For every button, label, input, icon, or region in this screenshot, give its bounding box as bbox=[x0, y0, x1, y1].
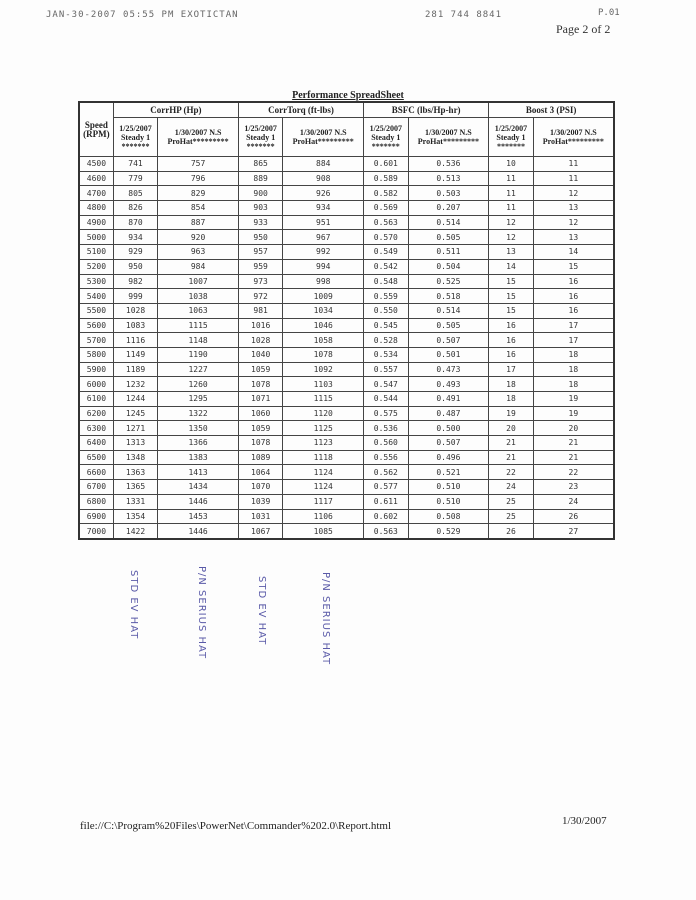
rpm-cell: 5600 bbox=[79, 318, 113, 333]
value-cell: 1009 bbox=[283, 289, 364, 304]
value-cell: 19 bbox=[533, 392, 614, 407]
value-cell: 826 bbox=[113, 201, 157, 216]
performance-table bbox=[78, 101, 615, 540]
value-cell: 0.493 bbox=[408, 377, 489, 392]
value-cell: 0.570 bbox=[364, 230, 408, 245]
value-cell: 1232 bbox=[113, 377, 157, 392]
value-cell: 16 bbox=[533, 274, 614, 289]
table-row bbox=[79, 318, 614, 333]
table-row bbox=[79, 480, 614, 495]
table-row bbox=[79, 494, 614, 509]
table-row bbox=[79, 157, 614, 172]
value-cell: 757 bbox=[158, 157, 239, 172]
value-cell: 0.514 bbox=[408, 215, 489, 230]
rpm-cell: 4800 bbox=[79, 201, 113, 216]
value-cell: 16 bbox=[489, 318, 533, 333]
value-cell: 741 bbox=[113, 157, 157, 172]
value-cell: 22 bbox=[489, 465, 533, 480]
value-cell: 0.544 bbox=[364, 392, 408, 407]
table-row bbox=[79, 362, 614, 377]
value-cell: 1313 bbox=[113, 436, 157, 451]
rpm-cell: 6800 bbox=[79, 494, 113, 509]
value-cell: 0.563 bbox=[364, 215, 408, 230]
value-cell: 796 bbox=[158, 171, 239, 186]
value-cell: 934 bbox=[283, 201, 364, 216]
value-cell: 0.510 bbox=[408, 480, 489, 495]
value-cell: 20 bbox=[533, 421, 614, 436]
table-row bbox=[79, 436, 614, 451]
value-cell: 900 bbox=[238, 186, 282, 201]
value-cell: 0.548 bbox=[364, 274, 408, 289]
table-body bbox=[79, 157, 614, 539]
value-cell: 1103 bbox=[283, 377, 364, 392]
value-cell: 999 bbox=[113, 289, 157, 304]
value-cell: 1331 bbox=[113, 494, 157, 509]
value-cell: 805 bbox=[113, 186, 157, 201]
table-row bbox=[79, 377, 614, 392]
rpm-cell: 6200 bbox=[79, 406, 113, 421]
value-cell: 1034 bbox=[283, 303, 364, 318]
table-row bbox=[79, 465, 614, 480]
value-cell: 0.510 bbox=[408, 494, 489, 509]
rpm-cell: 6500 bbox=[79, 450, 113, 465]
sub-header-steady: 1/25/2007 Steady 1 ******* bbox=[364, 118, 408, 157]
value-cell: 903 bbox=[238, 201, 282, 216]
value-cell: 959 bbox=[238, 259, 282, 274]
value-cell: 0.529 bbox=[408, 524, 489, 539]
footer-file-path: file://C:\Program%20Files\PowerNet\Commander%202.0\Report.html bbox=[80, 820, 392, 832]
value-cell: 12 bbox=[489, 215, 533, 230]
value-cell: 11 bbox=[533, 171, 614, 186]
value-cell: 15 bbox=[489, 274, 533, 289]
value-cell: 24 bbox=[489, 480, 533, 495]
value-cell: 26 bbox=[533, 509, 614, 524]
rpm-cell: 5500 bbox=[79, 303, 113, 318]
value-cell: 21 bbox=[489, 436, 533, 451]
value-cell: 972 bbox=[238, 289, 282, 304]
value-cell: 0.575 bbox=[364, 406, 408, 421]
sub-header-prohat: 1/30/2007 N.S ProHat********* bbox=[408, 118, 489, 157]
value-cell: 865 bbox=[238, 157, 282, 172]
table-row bbox=[79, 230, 614, 245]
value-cell: 1366 bbox=[158, 436, 239, 451]
value-cell: 950 bbox=[238, 230, 282, 245]
value-cell: 1363 bbox=[113, 465, 157, 480]
value-cell: 11 bbox=[489, 171, 533, 186]
value-cell: 929 bbox=[113, 245, 157, 260]
value-cell: 998 bbox=[283, 274, 364, 289]
value-cell: 973 bbox=[238, 274, 282, 289]
table-row bbox=[79, 333, 614, 348]
table-row bbox=[79, 201, 614, 216]
value-cell: 0.611 bbox=[364, 494, 408, 509]
value-cell: 1083 bbox=[113, 318, 157, 333]
value-cell: 1124 bbox=[283, 465, 364, 480]
value-cell: 1078 bbox=[283, 347, 364, 362]
value-cell: 982 bbox=[113, 274, 157, 289]
value-cell: 11 bbox=[489, 186, 533, 201]
value-cell: 0.487 bbox=[408, 406, 489, 421]
value-cell: 0.507 bbox=[408, 333, 489, 348]
value-cell: 1058 bbox=[283, 333, 364, 348]
value-cell: 994 bbox=[283, 259, 364, 274]
sub-header-prohat: 1/30/2007 N.S ProHat********* bbox=[533, 118, 614, 157]
value-cell: 1040 bbox=[238, 347, 282, 362]
value-cell: 1123 bbox=[283, 436, 364, 451]
value-cell: 0.589 bbox=[364, 171, 408, 186]
value-cell: 1016 bbox=[238, 318, 282, 333]
value-cell: 21 bbox=[533, 436, 614, 451]
value-cell: 1116 bbox=[113, 333, 157, 348]
value-cell: 1124 bbox=[283, 480, 364, 495]
value-cell: 20 bbox=[489, 421, 533, 436]
value-cell: 1115 bbox=[158, 318, 239, 333]
value-cell: 1078 bbox=[238, 377, 282, 392]
group-header-corrtorq: CorrTorq (ft-lbs) bbox=[238, 102, 363, 118]
group-header-boost: Boost 3 (PSI) bbox=[489, 102, 614, 118]
value-cell: 0.501 bbox=[408, 347, 489, 362]
rpm-cell: 4600 bbox=[79, 171, 113, 186]
value-cell: 0.560 bbox=[364, 436, 408, 451]
value-cell: 0.557 bbox=[364, 362, 408, 377]
value-cell: 1422 bbox=[113, 524, 157, 539]
rpm-cell: 5100 bbox=[79, 245, 113, 260]
value-cell: 0.507 bbox=[408, 436, 489, 451]
value-cell: 1149 bbox=[113, 347, 157, 362]
value-cell: 1060 bbox=[238, 406, 282, 421]
value-cell: 0.556 bbox=[364, 450, 408, 465]
value-cell: 1365 bbox=[113, 480, 157, 495]
value-cell: 1190 bbox=[158, 347, 239, 362]
value-cell: 1350 bbox=[158, 421, 239, 436]
value-cell: 16 bbox=[489, 333, 533, 348]
value-cell: 1244 bbox=[113, 392, 157, 407]
table-row bbox=[79, 303, 614, 318]
table-row bbox=[79, 274, 614, 289]
value-cell: 14 bbox=[533, 245, 614, 260]
value-cell: 0.513 bbox=[408, 171, 489, 186]
value-cell: 967 bbox=[283, 230, 364, 245]
value-cell: 1070 bbox=[238, 480, 282, 495]
value-cell: 908 bbox=[283, 171, 364, 186]
value-cell: 25 bbox=[489, 494, 533, 509]
value-cell: 1446 bbox=[158, 494, 239, 509]
value-cell: 0.562 bbox=[364, 465, 408, 480]
value-cell: 1089 bbox=[238, 450, 282, 465]
sub-header-steady: 1/25/2007 Steady 1 ******* bbox=[238, 118, 282, 157]
value-cell: 1059 bbox=[238, 421, 282, 436]
value-cell: 920 bbox=[158, 230, 239, 245]
value-cell: 934 bbox=[113, 230, 157, 245]
value-cell: 0.545 bbox=[364, 318, 408, 333]
rpm-cell: 4500 bbox=[79, 157, 113, 172]
value-cell: 854 bbox=[158, 201, 239, 216]
fax-page-code: P.01 bbox=[598, 8, 620, 18]
value-cell: 1063 bbox=[158, 303, 239, 318]
value-cell: 1189 bbox=[113, 362, 157, 377]
value-cell: 0.505 bbox=[408, 318, 489, 333]
value-cell: 22 bbox=[533, 465, 614, 480]
value-cell: 1085 bbox=[283, 524, 364, 539]
table-row bbox=[79, 289, 614, 304]
table-row bbox=[79, 215, 614, 230]
rpm-cell: 4700 bbox=[79, 186, 113, 201]
handwritten-note: STD EV HAT bbox=[256, 576, 267, 646]
sub-header-prohat: 1/30/2007 N.S ProHat********* bbox=[158, 118, 239, 157]
group-header-corrhp: CorrHP (Hp) bbox=[113, 102, 238, 118]
sub-header-prohat: 1/30/2007 N.S ProHat********* bbox=[283, 118, 364, 157]
value-cell: 1148 bbox=[158, 333, 239, 348]
table-row bbox=[79, 450, 614, 465]
value-cell: 1067 bbox=[238, 524, 282, 539]
value-cell: 1271 bbox=[113, 421, 157, 436]
value-cell: 0.601 bbox=[364, 157, 408, 172]
value-cell: 21 bbox=[533, 450, 614, 465]
value-cell: 16 bbox=[489, 347, 533, 362]
value-cell: 0.550 bbox=[364, 303, 408, 318]
rpm-cell: 7000 bbox=[79, 524, 113, 539]
value-cell: 1295 bbox=[158, 392, 239, 407]
rpm-cell: 5000 bbox=[79, 230, 113, 245]
value-cell: 17 bbox=[533, 318, 614, 333]
value-cell: 17 bbox=[489, 362, 533, 377]
value-cell: 0.549 bbox=[364, 245, 408, 260]
value-cell: 26 bbox=[489, 524, 533, 539]
rpm-cell: 6700 bbox=[79, 480, 113, 495]
value-cell: 933 bbox=[238, 215, 282, 230]
table-row bbox=[79, 392, 614, 407]
value-cell: 1118 bbox=[283, 450, 364, 465]
table-row bbox=[79, 524, 614, 539]
value-cell: 0.503 bbox=[408, 186, 489, 201]
value-cell: 1059 bbox=[238, 362, 282, 377]
value-cell: 0.525 bbox=[408, 274, 489, 289]
table-row bbox=[79, 406, 614, 421]
value-cell: 1125 bbox=[283, 421, 364, 436]
value-cell: 0.496 bbox=[408, 450, 489, 465]
value-cell: 981 bbox=[238, 303, 282, 318]
rpm-cell: 6000 bbox=[79, 377, 113, 392]
value-cell: 27 bbox=[533, 524, 614, 539]
spreadsheet-title: Performance SpreadSheet bbox=[292, 90, 404, 101]
value-cell: 10 bbox=[489, 157, 533, 172]
speed-header: Speed (RPM) bbox=[79, 102, 113, 157]
value-cell: 1260 bbox=[158, 377, 239, 392]
handwritten-note: P/N SERIUS HAT bbox=[320, 572, 331, 666]
value-cell: 18 bbox=[533, 347, 614, 362]
value-cell: 12 bbox=[533, 186, 614, 201]
footer-date: 1/30/2007 bbox=[562, 815, 607, 827]
value-cell: 1348 bbox=[113, 450, 157, 465]
value-cell: 779 bbox=[113, 171, 157, 186]
value-cell: 992 bbox=[283, 245, 364, 260]
rpm-cell: 5300 bbox=[79, 274, 113, 289]
value-cell: 0.602 bbox=[364, 509, 408, 524]
value-cell: 1383 bbox=[158, 450, 239, 465]
value-cell: 18 bbox=[489, 377, 533, 392]
value-cell: 1354 bbox=[113, 509, 157, 524]
value-cell: 1227 bbox=[158, 362, 239, 377]
handwritten-note: P/N SERIUS HAT bbox=[196, 566, 207, 660]
value-cell: 18 bbox=[533, 377, 614, 392]
value-cell: 1007 bbox=[158, 274, 239, 289]
value-cell: 16 bbox=[533, 303, 614, 318]
rpm-cell: 5900 bbox=[79, 362, 113, 377]
value-cell: 0.504 bbox=[408, 259, 489, 274]
value-cell: 829 bbox=[158, 186, 239, 201]
value-cell: 25 bbox=[489, 509, 533, 524]
value-cell: 957 bbox=[238, 245, 282, 260]
rpm-cell: 5400 bbox=[79, 289, 113, 304]
value-cell: 24 bbox=[533, 494, 614, 509]
value-cell: 1115 bbox=[283, 392, 364, 407]
value-cell: 15 bbox=[533, 259, 614, 274]
rpm-cell: 6400 bbox=[79, 436, 113, 451]
value-cell: 1446 bbox=[158, 524, 239, 539]
table-row bbox=[79, 186, 614, 201]
rpm-cell: 5200 bbox=[79, 259, 113, 274]
table-row bbox=[79, 245, 614, 260]
value-cell: 1245 bbox=[113, 406, 157, 421]
handwritten-note: STD EV HAT bbox=[128, 570, 139, 640]
value-cell: 18 bbox=[533, 362, 614, 377]
value-cell: 1031 bbox=[238, 509, 282, 524]
value-cell: 1071 bbox=[238, 392, 282, 407]
value-cell: 1028 bbox=[238, 333, 282, 348]
value-cell: 926 bbox=[283, 186, 364, 201]
value-cell: 1322 bbox=[158, 406, 239, 421]
rpm-cell: 6900 bbox=[79, 509, 113, 524]
value-cell: 1078 bbox=[238, 436, 282, 451]
rpm-cell: 5700 bbox=[79, 333, 113, 348]
rpm-cell: 5800 bbox=[79, 347, 113, 362]
value-cell: 887 bbox=[158, 215, 239, 230]
value-cell: 13 bbox=[489, 245, 533, 260]
value-cell: 21 bbox=[489, 450, 533, 465]
value-cell: 0.528 bbox=[364, 333, 408, 348]
value-cell: 0.514 bbox=[408, 303, 489, 318]
value-cell: 0.511 bbox=[408, 245, 489, 260]
rpm-cell: 6300 bbox=[79, 421, 113, 436]
value-cell: 950 bbox=[113, 259, 157, 274]
sub-header-steady: 1/25/2007 Steady 1 ******* bbox=[489, 118, 533, 157]
sub-header-steady: 1/25/2007 Steady 1 ******* bbox=[113, 118, 157, 157]
value-cell: 15 bbox=[489, 303, 533, 318]
value-cell: 0.577 bbox=[364, 480, 408, 495]
value-cell: 11 bbox=[533, 157, 614, 172]
value-cell: 984 bbox=[158, 259, 239, 274]
value-cell: 0.582 bbox=[364, 186, 408, 201]
value-cell: 15 bbox=[489, 289, 533, 304]
value-cell: 0.534 bbox=[364, 347, 408, 362]
value-cell: 17 bbox=[533, 333, 614, 348]
value-cell: 13 bbox=[533, 230, 614, 245]
value-cell: 18 bbox=[489, 392, 533, 407]
value-cell: 0.536 bbox=[408, 157, 489, 172]
value-cell: 16 bbox=[533, 289, 614, 304]
value-cell: 1120 bbox=[283, 406, 364, 421]
value-cell: 0.508 bbox=[408, 509, 489, 524]
value-cell: 870 bbox=[113, 215, 157, 230]
value-cell: 1039 bbox=[238, 494, 282, 509]
value-cell: 884 bbox=[283, 157, 364, 172]
value-cell: 0.547 bbox=[364, 377, 408, 392]
value-cell: 1028 bbox=[113, 303, 157, 318]
value-cell: 1064 bbox=[238, 465, 282, 480]
table-row bbox=[79, 421, 614, 436]
value-cell: 889 bbox=[238, 171, 282, 186]
value-cell: 19 bbox=[533, 406, 614, 421]
fax-header-left: JAN-30-2007 05:55 PM EXOTICTAN bbox=[46, 10, 239, 20]
value-cell: 951 bbox=[283, 215, 364, 230]
value-cell: 1434 bbox=[158, 480, 239, 495]
rpm-cell: 4900 bbox=[79, 215, 113, 230]
value-cell: 13 bbox=[533, 201, 614, 216]
value-cell: 23 bbox=[533, 480, 614, 495]
value-cell: 14 bbox=[489, 259, 533, 274]
table-row bbox=[79, 259, 614, 274]
value-cell: 1046 bbox=[283, 318, 364, 333]
page-number: Page 2 of 2 bbox=[556, 22, 611, 36]
value-cell: 963 bbox=[158, 245, 239, 260]
table-row bbox=[79, 509, 614, 524]
value-cell: 11 bbox=[489, 201, 533, 216]
value-cell: 0.542 bbox=[364, 259, 408, 274]
value-cell: 0.505 bbox=[408, 230, 489, 245]
value-cell: 0.521 bbox=[408, 465, 489, 480]
value-cell: 12 bbox=[489, 230, 533, 245]
value-cell: 12 bbox=[533, 215, 614, 230]
table-row bbox=[79, 171, 614, 186]
value-cell: 0.536 bbox=[364, 421, 408, 436]
value-cell: 1117 bbox=[283, 494, 364, 509]
value-cell: 0.491 bbox=[408, 392, 489, 407]
value-cell: 1038 bbox=[158, 289, 239, 304]
fax-header-phone: 281 744 8841 bbox=[425, 10, 503, 20]
value-cell: 1413 bbox=[158, 465, 239, 480]
group-header-bsfc: BSFC (lbs/Hp-hr) bbox=[364, 102, 489, 118]
value-cell: 0.473 bbox=[408, 362, 489, 377]
value-cell: 0.559 bbox=[364, 289, 408, 304]
value-cell: 1453 bbox=[158, 509, 239, 524]
table-row bbox=[79, 347, 614, 362]
value-cell: 1106 bbox=[283, 509, 364, 524]
value-cell: 0.569 bbox=[364, 201, 408, 216]
rpm-cell: 6600 bbox=[79, 465, 113, 480]
value-cell: 19 bbox=[489, 406, 533, 421]
value-cell: 0.518 bbox=[408, 289, 489, 304]
value-cell: 0.563 bbox=[364, 524, 408, 539]
value-cell: 1092 bbox=[283, 362, 364, 377]
value-cell: 0.500 bbox=[408, 421, 489, 436]
value-cell: 0.207 bbox=[408, 201, 489, 216]
rpm-cell: 6100 bbox=[79, 392, 113, 407]
